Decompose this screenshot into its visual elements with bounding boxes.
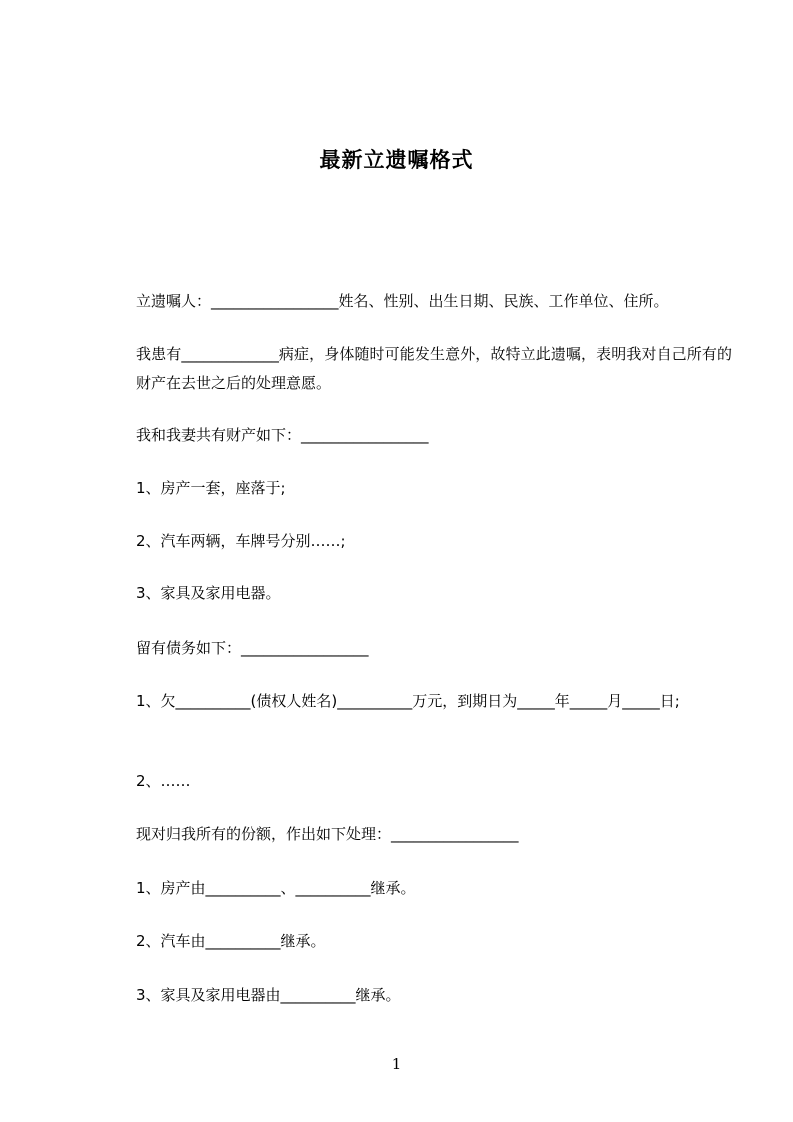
paragraph-illness: 我患有_____________病症，身体随时可能发生意外，故特立此遗嘱，表明我对自己所有的财产在去世之后的处理意愿。 (136, 345, 732, 392)
list-item-house-heir: 1、房产由__________、__________继承。 (136, 879, 416, 897)
paragraph-testator: 立遗嘱人：_________________姓名、性别、出生日期、民族、工作单位、住所。 (136, 292, 669, 310)
paragraph-disposition: 现对归我所有的份额，作出如下处理：_________________ (136, 825, 519, 843)
paragraph-joint-property: 我和我妻共有财产如下：_________________ (136, 426, 429, 444)
paragraph-debts: 留有债务如下：_________________ (136, 639, 369, 657)
list-item-house: 1、房产一套，座落于; (136, 479, 286, 497)
list-item-car-heir: 2、汽车由__________继承。 (136, 932, 326, 950)
page-number: 1 (391, 1055, 402, 1073)
list-item-cars: 2、汽车两辆，车牌号分别……; (136, 532, 346, 550)
document-title: 最新立遗嘱格式 (319, 148, 474, 172)
list-item-furniture-heir: 3、家具及家用电器由__________继承。 (136, 986, 401, 1004)
list-item-debt-2: 2、…… (136, 772, 191, 790)
list-item-debt-1: 1、欠__________(债权人姓名)__________万元，到期日为_____年_____月_____日; (136, 692, 680, 710)
list-item-furniture: 3、家具及家用电器。 (136, 584, 281, 602)
